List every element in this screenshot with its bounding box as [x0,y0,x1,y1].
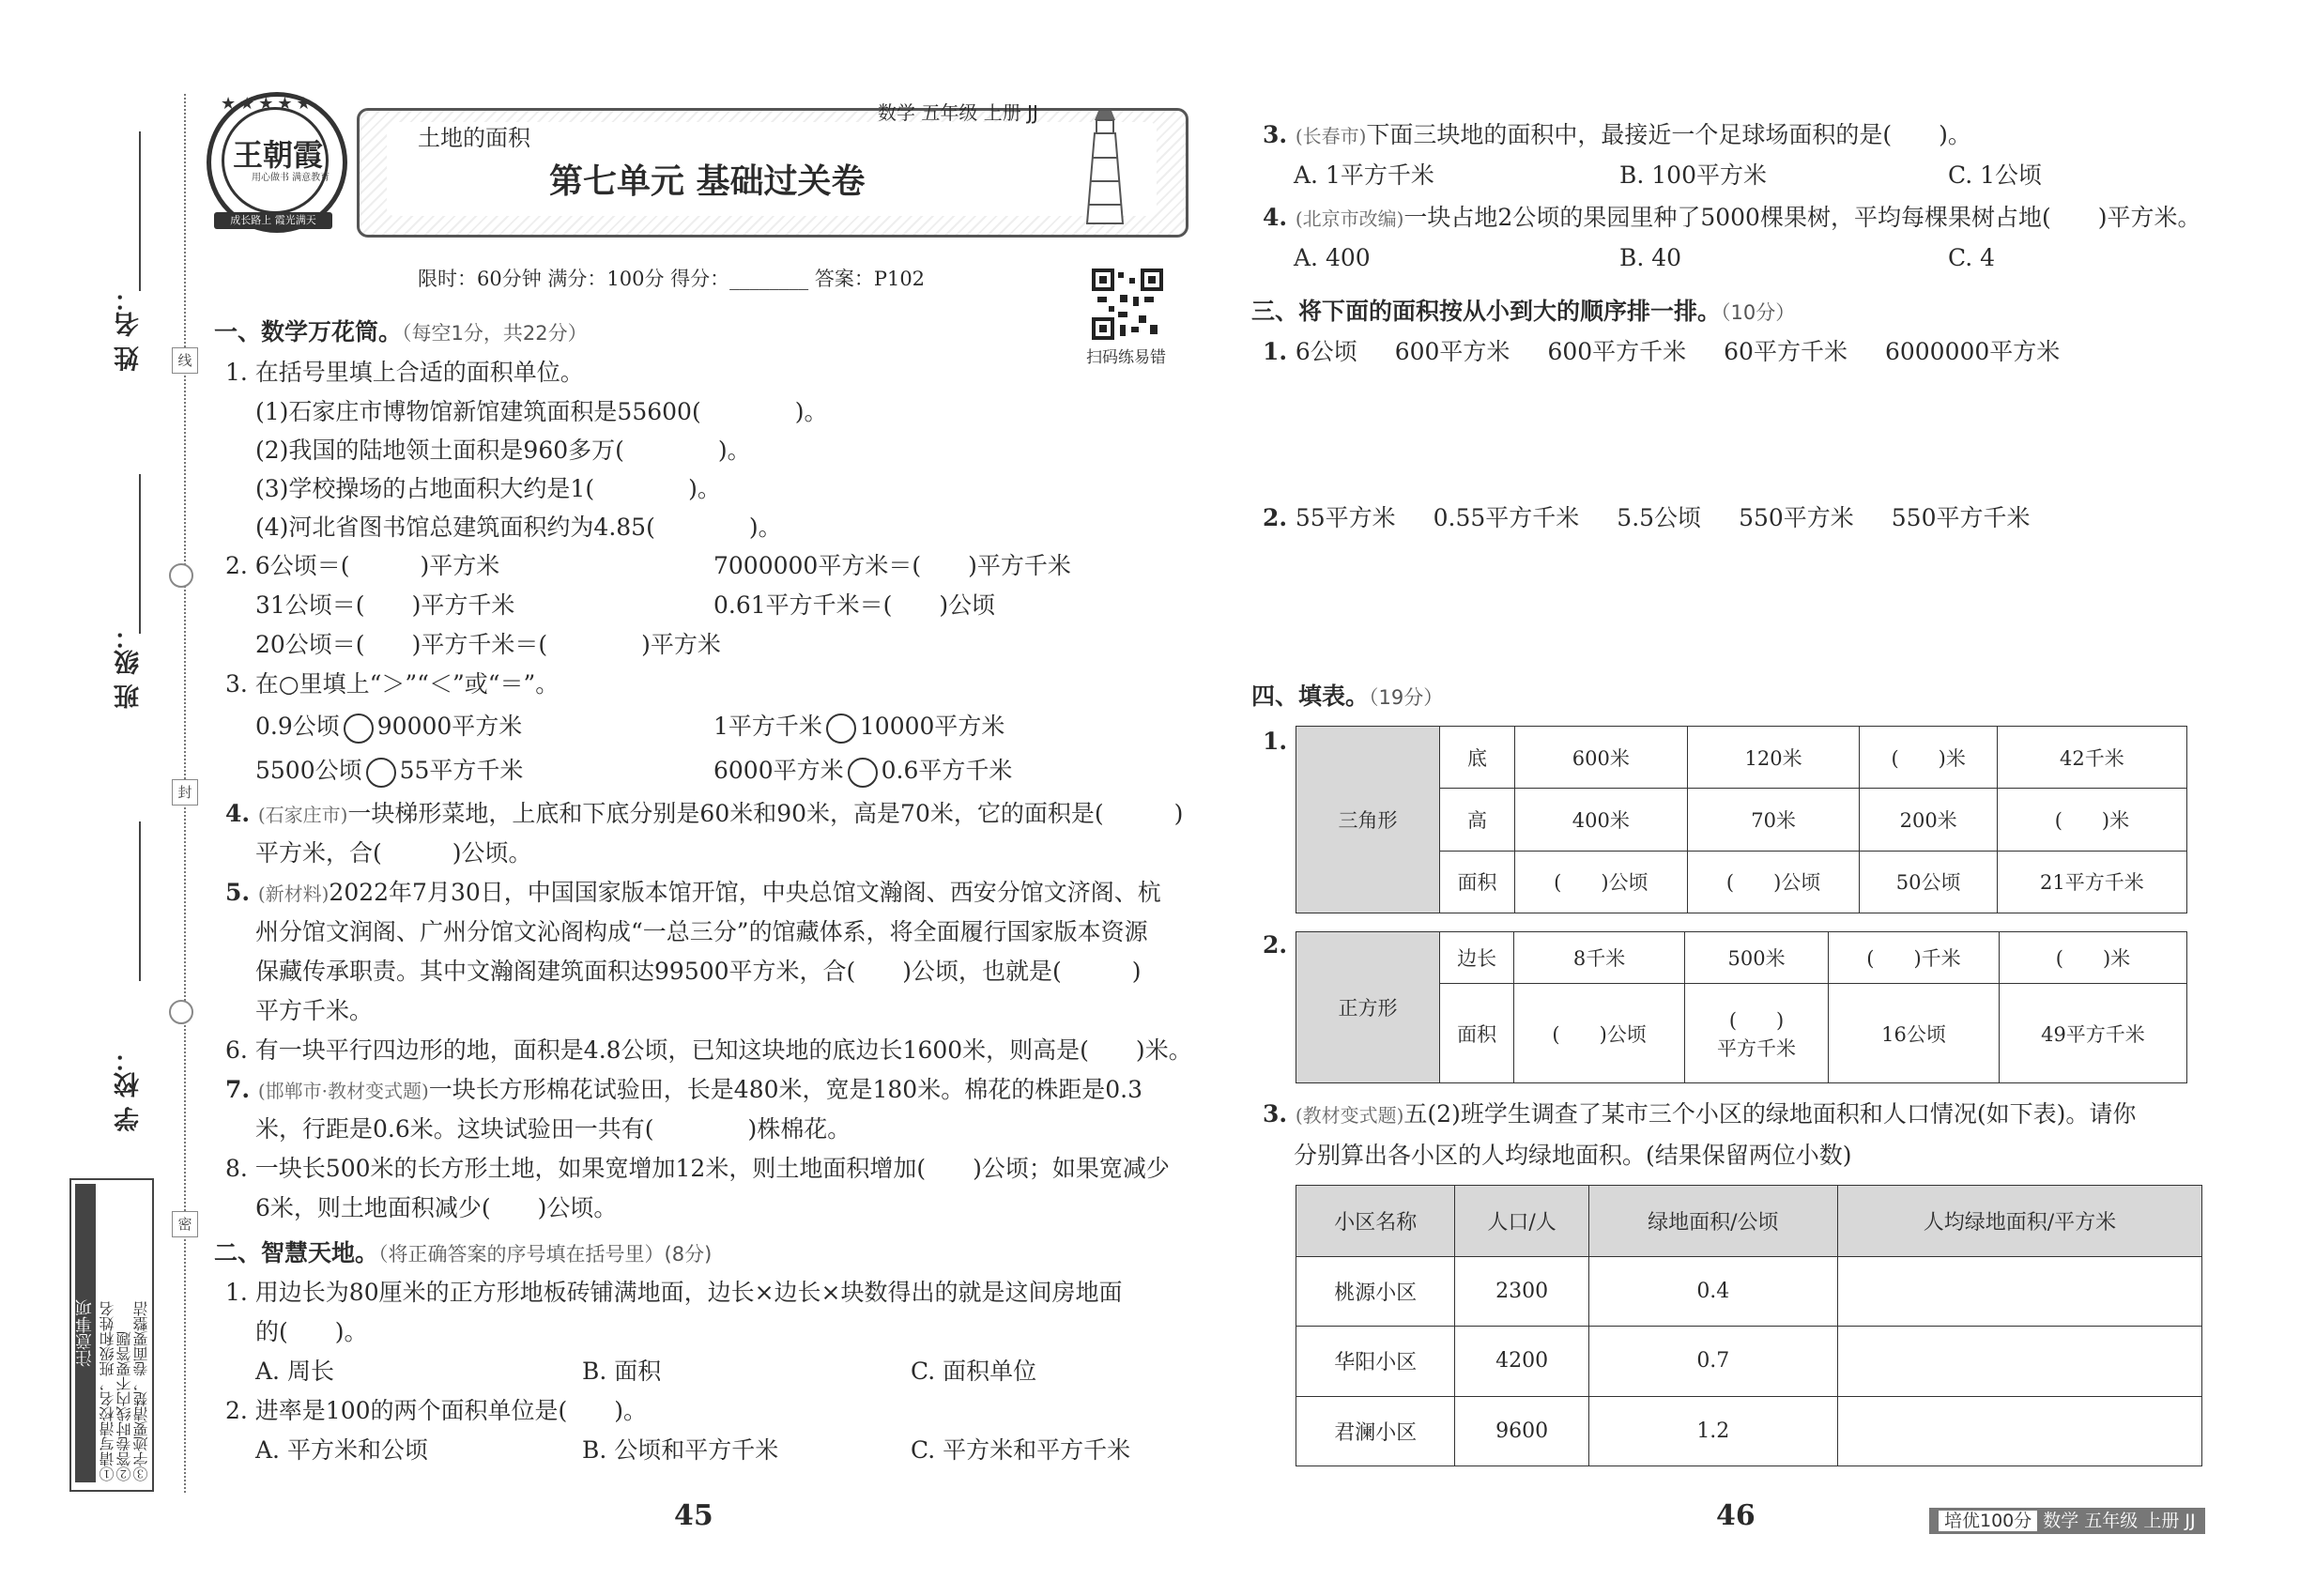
q5-line2: 州分馆文润阁、广州分馆文沁阁构成“一总三分”的馆藏体系，将全面履行国家版本资源 [255,918,1148,945]
answer-cell[interactable]: ( ) 平方千米 [1685,984,1829,1083]
col-header: 小区名称 [1296,1186,1455,1257]
compare-circle[interactable] [848,758,878,788]
lighthouse-icon [1080,101,1130,228]
section2-title: 二、智慧天地。（将正确答案的序号填在括号里）(8分) [214,1239,713,1266]
subject-info: 数学 五年级 上册 JJ [878,101,1038,124]
cell: 21平方千米 [1997,851,2186,913]
q5-line1: 5. (新材料)2022年7月30日，中国国家版本馆开馆，中央总馆文瀚阁、西安分馆文济阁、杭 [225,879,1161,906]
class-label: 班 级： [115,624,144,710]
q2-c: 31公顷＝( )平方千米 [255,591,515,619]
unit-topic: 土地的面积 [418,125,530,151]
notice-box [69,1178,154,1492]
name-write-line [139,131,141,291]
q8-line1: 8. 一块长500米的长方形土地，如果宽增加12米，则土地面积增加( )公顷；如果宽减少 [225,1155,1170,1182]
cell: 42千米 [1997,727,2186,789]
page-number-left: 45 [674,1499,713,1532]
logo-stars-icon: ★★★★★ [221,94,315,114]
name-label: 姓 名： [115,286,144,372]
order-row-2: 2. 55平方米 0.55平方千米 5.5公顷 550平方米 550平方千米 [1263,504,2031,531]
class-write-line [139,474,141,634]
logo-slogan: 成长路上 霞光满天 [214,212,332,229]
q5-line4: 平方千米。 [255,997,374,1024]
answer-cell[interactable]: ( )公顷 [1687,851,1860,913]
q8-line2: 6米，则土地面积减少( )公顷。 [255,1194,618,1221]
order-row-1: 1. 6公顷 600平方米 600平方千米 60平方千米 6000000平方米 [1263,338,2061,365]
cell: 面积 [1440,851,1515,913]
mc4: 4. (北京市改编)一块占地2公顷的果园里种了5000棵果树，平均每棵果树占地( )平方米。 [1263,204,2201,231]
cell: 边长 [1440,932,1514,984]
mc2-option-b: B. 公顷和平方千米 [582,1436,779,1464]
answer-cell[interactable]: ( )米 [1999,932,2186,984]
col-header: 绿地面积/公顷 [1588,1186,1837,1257]
compare-circle[interactable] [366,758,396,788]
mc4-option-a: A. 400 [1294,244,1371,271]
cell: 面积 [1440,984,1514,1083]
q2-d: 0.61平方千米＝( )公顷 [713,591,996,619]
q3-d: 6000平方米 0.6平方千米 [713,755,1012,788]
qr-code-icon[interactable] [1092,269,1163,340]
mc1-line2: 的( )。 [255,1318,368,1345]
mc3-option-a: A. 1平方千米 [1294,161,1434,189]
section4-title: 四、填表。（19分） [1251,683,1444,710]
mc3-option-b: B. 100平方米 [1619,161,1767,189]
exam-meta: 限时：60分钟 满分：100分 得分：________ 答案：P102 [418,268,926,290]
footer-badge: 培优100分 数学 五年级 上册 JJ [1929,1508,2205,1534]
q3-right-line2: 分别算出各小区的人均绿地面积。(结果保留两位小数) [1294,1142,1852,1169]
q4-line2: 平方米，合( )公顷。 [255,839,532,867]
page-number-right: 46 [1716,1499,1756,1532]
q5-line3: 保藏传承职责。其中文瀚阁建筑面积达99500平方米，合( )公顷，也就是( ) [255,958,1142,985]
mc2-option-c: C. 平方米和平方千米 [911,1436,1131,1464]
compare-circle[interactable] [344,714,374,744]
table-row: 华阳小区 4200 0.7 [1296,1327,2202,1396]
mc3-option-c: C. 1公顷 [1948,161,2043,189]
cut-mark-xian: 线 [172,347,198,374]
cell: 600米 [1514,727,1687,789]
answer-cell[interactable]: ( )公顷 [1514,851,1687,913]
logo-brand: 王朝霞 [233,137,324,173]
answer-cell[interactable] [1837,1327,2201,1396]
answer-cell[interactable]: ( )千米 [1829,932,2000,984]
table2-number: 2. [1263,931,1288,959]
notice-item: ②答卷时线内不要答题 [115,1331,133,1481]
q3-b: 1平方千米 10000平方米 [713,711,1004,744]
school-label: 学 校： [115,1047,144,1132]
cell: 120米 [1687,727,1860,789]
q2-b: 7000000平方米＝( )平方千米 [713,552,1071,579]
cell: 50公顷 [1860,851,1997,913]
punch-hole-icon [169,1000,193,1024]
q1-1: (1)石家庄市博物馆新馆建筑面积是55600( )。 [255,398,828,425]
logo-tagline: 用心做书 满意教育 [252,173,330,183]
answer-cell[interactable] [1837,1396,2201,1466]
q1-3: (3)学校操场的占地面积大约是1( )。 [255,475,721,502]
triangle-table [1296,726,2187,913]
table-row: 桃源小区 2300 0.4 [1296,1257,2202,1327]
green-area-table [1296,1185,2202,1466]
cell: 底 [1440,727,1515,789]
mc1-line1: 1. 用边长为80厘米的正方形地板砖铺满地面，边长×边长×块数得出的就是这间房地面 [225,1279,1123,1306]
notice-item: ③字迹要清楚，卷面要整洁 [132,1301,150,1481]
mc4-option-c: C. 4 [1948,244,1996,271]
mc1-option-b: B. 面积 [582,1358,662,1385]
col-header: 人口/人 [1455,1186,1588,1257]
cell: 400米 [1514,789,1687,851]
cell: 49平方千米 [1999,984,2186,1083]
q7-line1: 7. (邯郸市·教材变式题)一块长方形棉花试验田，长是480米，宽是180米。棉花的株距是0.3 [225,1076,1142,1103]
notice-item: ①请写清校名，班级和姓名 [99,1301,116,1481]
cell: 500米 [1685,932,1829,984]
q2-a: 2. 6公顷＝( )平方米 [225,552,500,579]
mc1-option-a: A. 周长 [255,1358,334,1385]
q2-e: 20公顷＝( )平方千米＝( )平方米 [255,631,721,658]
q1: 1. 在括号里填上合适的面积单位。 [225,359,584,386]
cut-mark-feng: 封 [172,779,198,806]
punch-hole-icon [169,563,193,588]
cell: 8千米 [1514,932,1685,984]
square-head: 正方形 [1296,932,1440,1083]
notice-title: 注意事项 [75,1184,96,1482]
section3-title: 三、将下面的面积按从小到大的顺序排一排。（10分） [1251,298,1796,325]
qr-caption: 扫码练易错 [1086,348,1166,367]
q7-line2: 米，行距是0.6米。这块试验田一共有( )株棉花。 [255,1115,851,1143]
cut-mark-mi: 密 [172,1211,198,1237]
q1-4: (4)河北省图书馆总建筑面积约为4.85( )。 [255,514,782,541]
answer-cell[interactable]: ( )公顷 [1514,984,1685,1083]
school-write-line [139,821,141,981]
q6: 6. 有一块平行四边形的地，面积是4.8公顷，已知这块地的底边长1600米，则高是( )米。 [225,1036,1192,1064]
cell: 高 [1440,789,1515,851]
mc1-option-c: C. 面积单位 [911,1358,1037,1385]
cell: 16公顷 [1829,984,2000,1083]
q3-c: 5500公顷 55平方千米 [255,755,523,788]
q1-2: (2)我国的陆地领土面积是960多万( )。 [255,437,751,464]
mc2-option-a: A. 平方米和公顷 [255,1436,428,1464]
answer-cell[interactable]: ( )米 [1860,727,1997,789]
q3: 3. 在○里填上“＞”“＜”或“＝”。 [225,670,560,698]
col-header: 人均绿地面积/平方米 [1837,1186,2201,1257]
square-table [1296,931,2187,1083]
triangle-head: 三角形 [1296,727,1440,913]
answer-cell[interactable] [1837,1257,2201,1327]
mc4-option-b: B. 40 [1619,244,1682,271]
q3-right-line1: 3. (教材变式题)五(2)班学生调查了某市三个小区的绿地面积和人口情况(如下表)。请你 [1263,1100,2137,1128]
q4-line1: 4. (石家庄市)一块梯形菜地，上底和下底分别是60米和90米，高是70米，它的面积是( ) [225,800,1184,827]
answer-cell[interactable]: ( )米 [1997,789,2186,851]
page-title: 第七单元 基础过关卷 [549,162,866,201]
section1-title: 一、数学万花筒。（每空1分，共22分） [214,318,588,345]
q3-a: 0.9公顷 90000平方米 [255,711,522,744]
table-row: 君澜小区 9600 1.2 [1296,1396,2202,1466]
mc2: 2. 进率是100的两个面积单位是( )。 [225,1397,648,1424]
cell: 70米 [1687,789,1860,851]
compare-circle[interactable] [826,714,856,744]
mc3: 3. (长春市)下面三块地的面积中，最接近一个足球场面积的是( )。 [1263,121,1971,148]
cell: 200米 [1860,789,1997,851]
table1-number: 1. [1263,728,1288,755]
